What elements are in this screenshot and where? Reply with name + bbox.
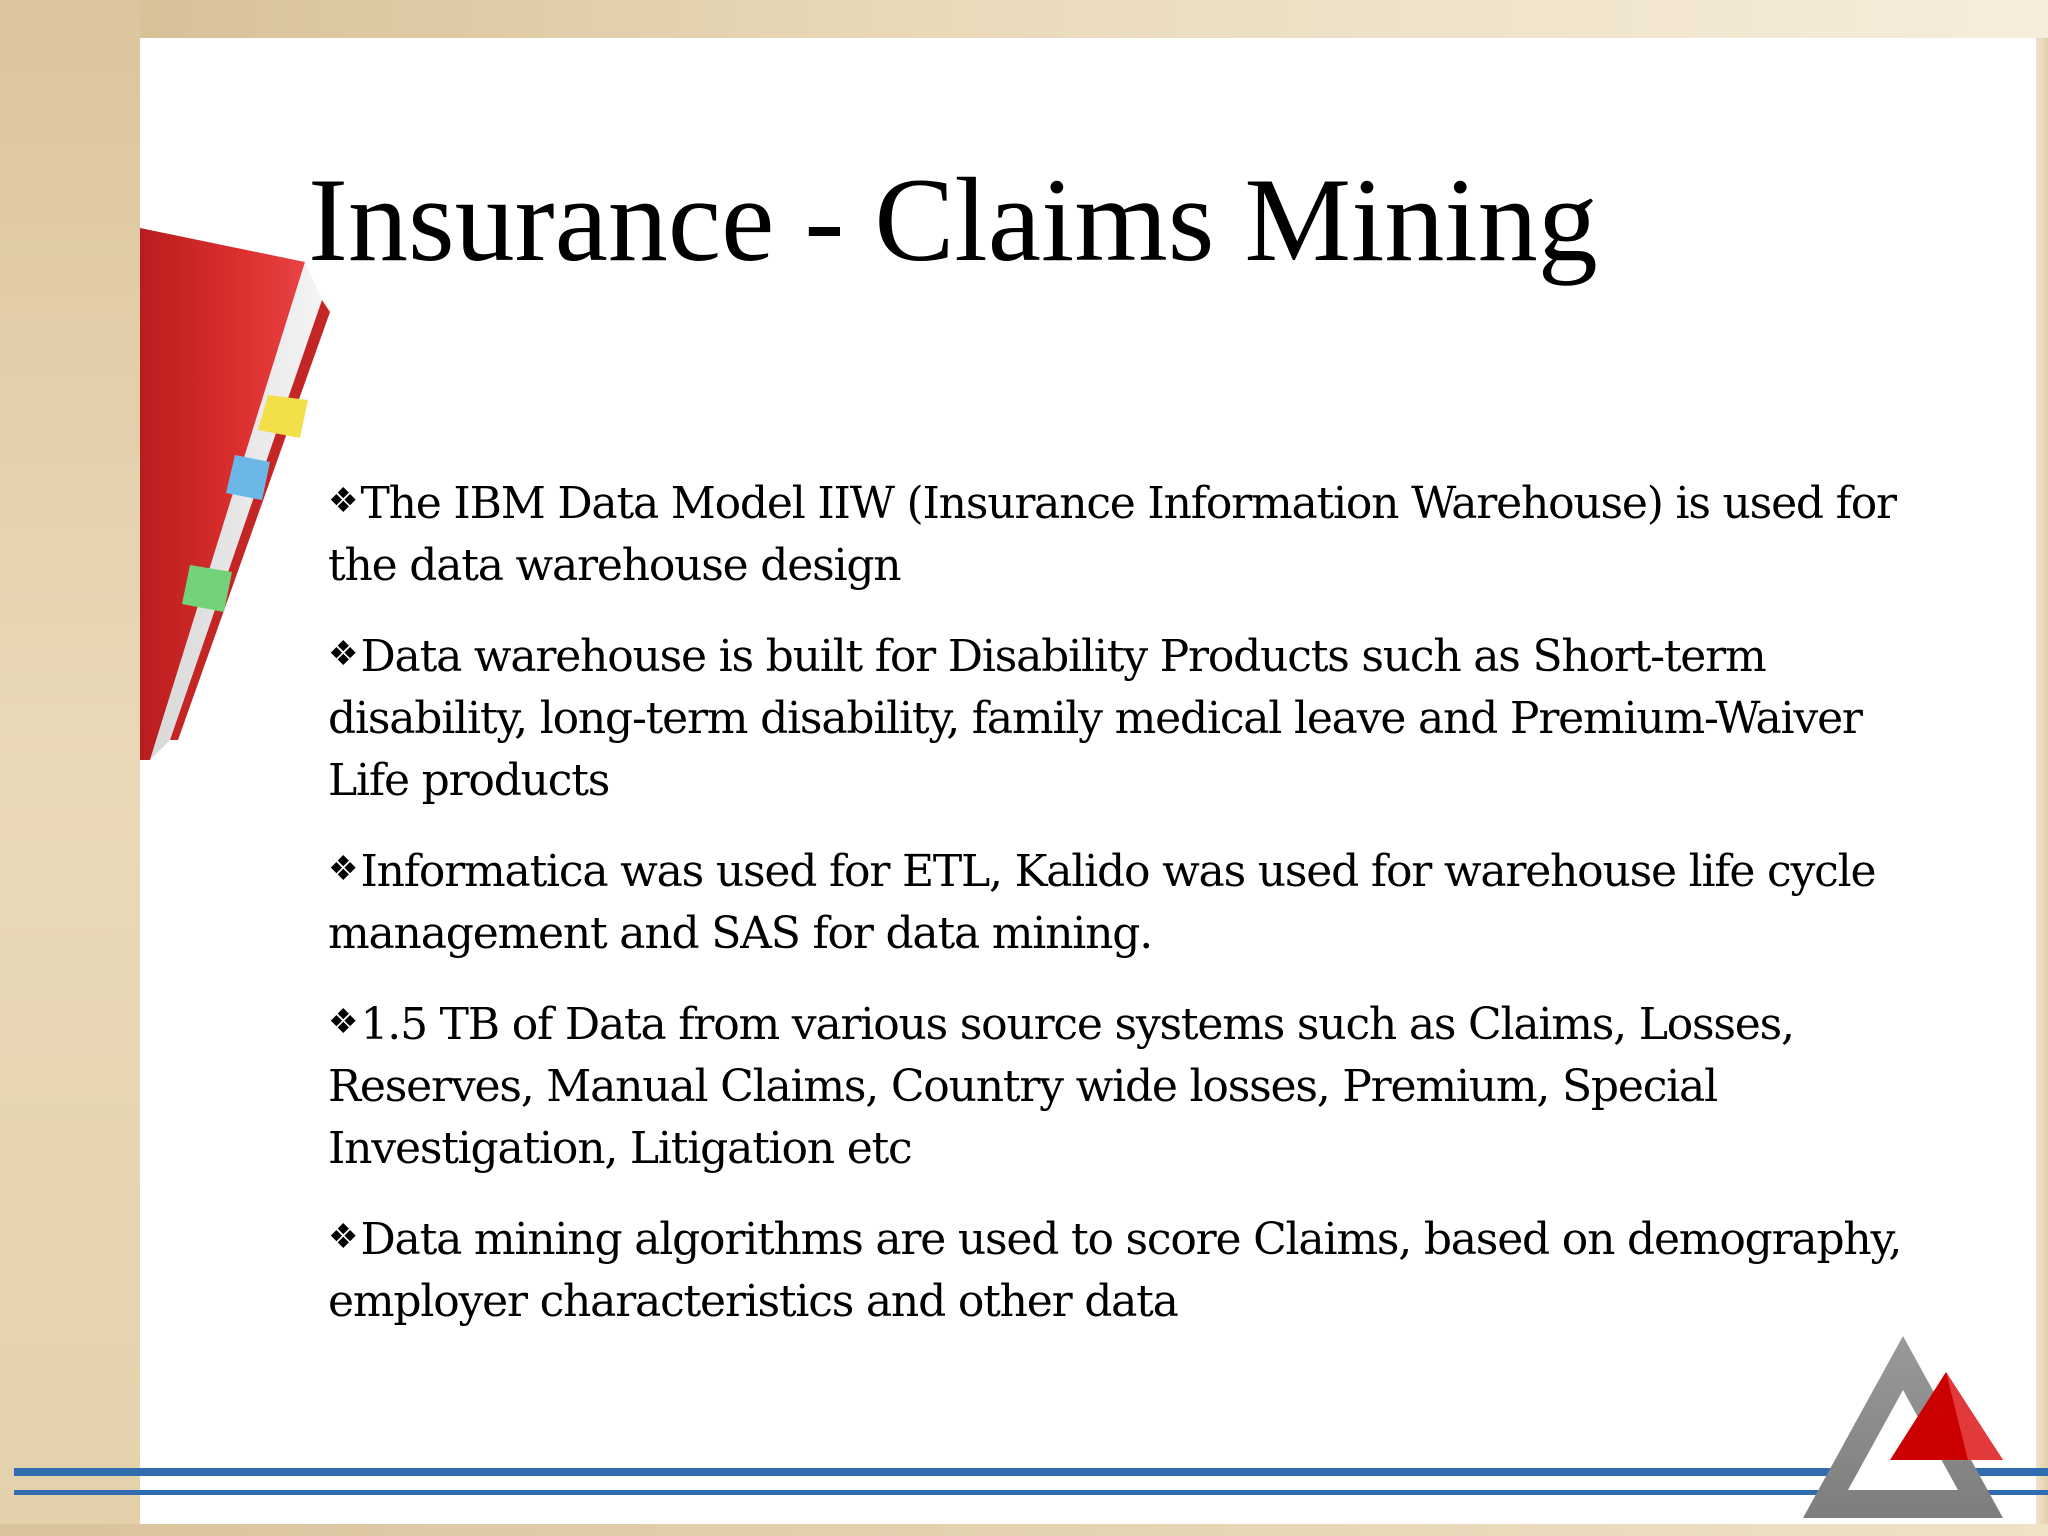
list-item [328, 1206, 1908, 1333]
diamond-bullet-icon: ❖ [328, 1217, 359, 1257]
bullet-text: 1.5 TB of Data from various source systems such as Claims, Losses, Reserves, Manual Claims, Country wide losses, Premium, Special Investigation, Litigation etc [328, 999, 1794, 1174]
diamond-bullet-icon: ❖ [328, 1002, 359, 1042]
bullet-text: Data warehouse is built for Disability Products such as Short-term disability, long-term disability, family medical leave and Premium-Waiver Life products [328, 631, 1862, 806]
bullet-text: The IBM Data Model IIW (Insurance Information Warehouse) is used for the data warehouse design [328, 478, 1896, 591]
bottom-frame-edge [0, 1524, 2048, 1536]
diamond-bullet-icon: ❖ [328, 634, 359, 674]
bullet-text: Data mining algorithms are used to score Claims, based on demography, employer characteristics and other data [328, 1214, 1902, 1327]
footer-line-thick [14, 1468, 2048, 1476]
slide-title: Insurance - Claims Mining [308, 153, 1598, 286]
bullet-text: Informatica was used for ETL, Kalido was used for warehouse life cycle management and SAS for data mining. [328, 846, 1876, 959]
list-item [328, 470, 1908, 597]
red-notebook-icon [0, 0, 340, 780]
diamond-bullet-icon: ❖ [328, 849, 359, 889]
right-frame-edge [2036, 38, 2048, 1536]
list-item [328, 838, 1908, 965]
diamond-bullet-icon: ❖ [328, 481, 359, 521]
footer-line-thin [14, 1490, 2048, 1495]
bullet-list [328, 470, 1908, 1359]
list-item [328, 623, 1908, 812]
list-item [328, 991, 1908, 1180]
triangle-logo-icon [1798, 1330, 2008, 1520]
